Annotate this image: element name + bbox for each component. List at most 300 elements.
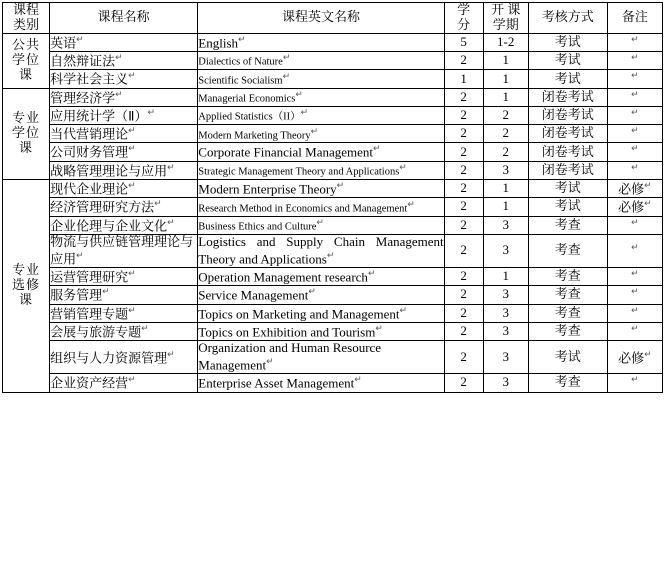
table-row — [3, 198, 663, 216]
course-credit — [444, 198, 483, 216]
course-credit — [444, 70, 483, 88]
table-row — [3, 88, 663, 106]
course-credit — [444, 125, 483, 143]
paragraph-mark: ↵ — [631, 268, 639, 278]
table-row — [3, 161, 663, 179]
course-credit-text: 2 — [460, 180, 467, 196]
course-chinese-name — [50, 88, 198, 106]
header-credit-line1: 学 — [457, 2, 471, 17]
course-exam-type — [528, 286, 607, 304]
course-exam-type-text: 闭卷考试 — [541, 125, 594, 141]
course-exam-type — [528, 143, 607, 161]
course-english-name — [198, 88, 444, 106]
course-english-name-text: Modern Marketing Theory — [198, 130, 311, 142]
paragraph-mark: ↵ — [300, 107, 309, 118]
course-credit — [444, 33, 483, 51]
course-exam-type-text: 考查 — [554, 242, 581, 258]
paragraph-mark: ↵ — [631, 242, 639, 253]
course-remark — [607, 341, 662, 374]
course-remark — [607, 286, 662, 304]
course-term-text: 3 — [502, 242, 509, 258]
course-exam-type-text: 考试 — [554, 198, 581, 214]
course-exam-type-text: 考试 — [554, 52, 581, 68]
course-english-name — [198, 106, 444, 124]
course-english-name-text: Business Ethics and Culture — [198, 221, 317, 233]
course-english-name-text: Logistics and Supply Chain Management Theory and Applications — [198, 233, 444, 267]
course-english-name — [198, 52, 444, 70]
table-row — [3, 52, 663, 70]
course-chinese-name — [50, 33, 198, 51]
category-char: 选修 — [12, 277, 41, 293]
paragraph-mark: ↵ — [167, 161, 175, 172]
course-english-name-text: Managerial Economics — [198, 93, 296, 105]
course-chinese-name-text: 科学社会主义 — [50, 71, 129, 87]
course-credit-text: 2 — [460, 268, 467, 284]
header-chinese-name: 课程名称 — [50, 3, 198, 34]
course-chinese-name — [50, 70, 198, 88]
course-term-text: 2 — [502, 143, 509, 159]
course-exam-type — [528, 374, 607, 392]
course-term-text: 2 — [502, 107, 509, 123]
paragraph-mark: ↵ — [128, 180, 136, 190]
paragraph-mark: ↵ — [128, 70, 136, 81]
course-chinese-name-text: 应用统计学（Ⅱ） — [50, 108, 148, 124]
course-term — [483, 268, 528, 286]
category-char: 学位 — [12, 52, 41, 68]
course-remark — [607, 216, 662, 234]
category-cell — [3, 180, 50, 393]
course-english-name — [198, 322, 444, 340]
table-row — [3, 143, 663, 161]
course-english-name-text: Topics on Exhibition and Tourism — [198, 324, 376, 340]
course-english-name — [198, 70, 444, 88]
course-chinese-name — [50, 286, 198, 304]
course-term-text: 3 — [502, 348, 509, 364]
course-term — [483, 106, 528, 124]
course-term — [483, 286, 528, 304]
course-remark — [607, 33, 662, 51]
course-term — [483, 33, 528, 51]
course-exam-type — [528, 161, 607, 179]
course-credit-text: 2 — [460, 125, 467, 141]
course-english-name — [198, 33, 444, 51]
course-term — [483, 341, 528, 374]
course-english-name-text: Dialectics of Nature — [198, 56, 283, 68]
paragraph-mark: ↵ — [238, 33, 246, 44]
paragraph-mark: ↵ — [644, 180, 652, 190]
course-credit — [444, 143, 483, 161]
course-chinese-name-text: 企业伦理与企业文化 — [50, 217, 168, 233]
course-remark-text: 必修 — [618, 181, 645, 197]
course-term-text: 3 — [502, 304, 509, 320]
paragraph-mark: ↵ — [141, 322, 149, 333]
course-remark — [607, 304, 662, 322]
course-exam-type-text: 闭卷考试 — [541, 88, 594, 104]
paragraph-mark: ↵ — [399, 162, 407, 173]
category-char: 专业 — [12, 110, 41, 126]
course-term-text: 3 — [502, 374, 509, 390]
course-exam-type — [528, 322, 607, 340]
course-term-text: 3 — [502, 216, 509, 232]
course-english-name-text: Operation Management research — [198, 269, 368, 285]
course-english-name-text: Enterprise Asset Management — [198, 375, 355, 391]
course-credit-text: 2 — [460, 143, 467, 159]
table-row — [3, 268, 663, 286]
course-remark — [607, 52, 662, 70]
course-credit-text: 2 — [460, 88, 467, 104]
paragraph-mark: ↵ — [644, 198, 652, 209]
paragraph-mark: ↵ — [336, 180, 345, 190]
course-english-name-text: Applied Statistics（II） — [198, 111, 301, 123]
course-english-name-text: Corporate Financial Management — [198, 144, 374, 160]
course-term — [483, 143, 528, 161]
course-credit-text: 2 — [460, 107, 467, 123]
course-term-text: 3 — [502, 286, 509, 302]
course-english-name — [198, 198, 444, 216]
course-term — [483, 198, 528, 216]
category-char: 学位 — [12, 125, 41, 141]
paragraph-mark: ↵ — [354, 374, 362, 385]
course-english-name — [198, 268, 444, 286]
course-credit-text: 2 — [460, 216, 467, 232]
paragraph-mark: ↵ — [128, 374, 136, 385]
course-term-text: 1-2 — [497, 34, 515, 50]
header-category — [3, 3, 50, 34]
course-remark — [607, 106, 662, 124]
course-chinese-name-text: 服务管理 — [50, 287, 103, 303]
course-chinese-name-text: 当代营销理论 — [50, 126, 129, 142]
paragraph-mark: ↵ — [631, 374, 639, 385]
course-credit — [444, 268, 483, 286]
course-exam-type-text: 考查 — [554, 268, 581, 284]
header-term-line2: 学期 — [492, 16, 519, 32]
header-english-name: 课程英文名称 — [198, 3, 444, 34]
course-term-text: 1 — [502, 88, 509, 104]
course-term-text: 2 — [502, 125, 509, 141]
course-credit — [444, 304, 483, 322]
paragraph-mark: ↵ — [128, 125, 136, 136]
course-exam-type-text: 考查 — [554, 322, 581, 338]
header-category-line2: 类别 — [13, 16, 40, 32]
table-row — [3, 125, 663, 143]
paragraph-mark: ↵ — [282, 70, 291, 81]
paragraph-mark: ↵ — [295, 89, 303, 100]
course-chinese-name — [50, 198, 198, 216]
course-credit-text: 2 — [460, 374, 467, 390]
paragraph-mark: ↵ — [167, 348, 175, 359]
category-cell — [3, 88, 50, 179]
course-chinese-name — [50, 216, 198, 234]
paragraph-mark: ↵ — [631, 88, 639, 99]
course-credit-text: 5 — [460, 34, 467, 50]
course-exam-type — [528, 70, 607, 88]
paragraph-mark: ↵ — [631, 143, 639, 154]
course-chinese-name — [50, 180, 198, 198]
course-chinese-name-text: 战略管理理论与应用 — [50, 163, 168, 179]
course-term-text: 3 — [502, 161, 509, 177]
paragraph-mark: ↵ — [308, 286, 316, 297]
paragraph-mark: ↵ — [115, 88, 123, 99]
paragraph-mark: ↵ — [631, 286, 639, 297]
course-chinese-name — [50, 125, 198, 143]
paragraph-mark: ↵ — [282, 52, 291, 63]
course-english-name — [198, 286, 444, 304]
paragraph-mark: ↵ — [631, 322, 639, 333]
course-credit — [444, 216, 483, 234]
course-chinese-name — [50, 304, 198, 322]
category-cell — [3, 33, 50, 88]
course-credit — [444, 286, 483, 304]
course-chinese-name — [50, 341, 198, 374]
course-term-text: 1 — [502, 198, 509, 214]
course-term — [483, 304, 528, 322]
table-row — [3, 341, 663, 374]
course-table — [2, 2, 663, 393]
table-body — [3, 3, 663, 393]
course-remark — [607, 180, 662, 198]
header-remark: 备注 — [607, 3, 662, 34]
course-term — [483, 374, 528, 392]
course-chinese-name-text: 英语 — [50, 35, 77, 51]
paragraph-mark: ↵ — [631, 33, 639, 44]
course-english-name — [198, 374, 444, 392]
course-credit — [444, 88, 483, 106]
category-char: 课 — [19, 67, 34, 83]
course-exam-type-text: 考试 — [554, 348, 581, 364]
course-english-name-text: Research Method in Economics and Management — [198, 203, 408, 215]
paragraph-mark: ↵ — [399, 304, 408, 315]
course-exam-type — [528, 106, 607, 124]
course-english-name-text: Topics on Marketing and Management — [198, 305, 400, 321]
course-remark — [607, 268, 662, 286]
table-row — [3, 374, 663, 392]
course-credit-text: 2 — [460, 198, 467, 214]
course-exam-type-text: 闭卷考试 — [541, 107, 594, 123]
paragraph-mark: ↵ — [631, 161, 639, 172]
table-header-row — [3, 3, 663, 34]
course-remark-text: 必修 — [618, 349, 645, 365]
course-english-name — [198, 180, 444, 198]
course-credit-text: 2 — [460, 304, 467, 320]
paragraph-mark: ↵ — [631, 216, 639, 227]
course-remark — [607, 88, 662, 106]
course-english-name-text: Service Management — [198, 287, 309, 303]
course-chinese-name-text: 企业资产经营 — [50, 375, 129, 391]
course-remark — [607, 125, 662, 143]
course-term — [483, 52, 528, 70]
course-chinese-name-text: 公司财务管理 — [50, 144, 129, 160]
course-remark — [607, 143, 662, 161]
paragraph-mark: ↵ — [367, 268, 376, 278]
course-exam-type-text: 考查 — [554, 304, 581, 320]
course-exam-type-text: 考查 — [554, 216, 581, 232]
course-term-text: 3 — [502, 322, 509, 338]
course-remark — [607, 70, 662, 88]
table-row — [3, 106, 663, 124]
table-row — [3, 234, 663, 267]
course-credit — [444, 234, 483, 267]
course-remark — [607, 322, 662, 340]
paragraph-mark: ↵ — [375, 322, 383, 333]
course-chinese-name — [50, 143, 198, 161]
course-credit — [444, 161, 483, 179]
course-credit — [444, 180, 483, 198]
course-term — [483, 88, 528, 106]
course-exam-type-text: 考试 — [554, 34, 581, 50]
course-english-name-text: Modern Enterprise Theory — [198, 181, 337, 197]
course-term — [483, 70, 528, 88]
course-english-name — [198, 216, 444, 234]
paragraph-mark: ↵ — [147, 106, 156, 117]
course-exam-type — [528, 234, 607, 267]
course-exam-type — [528, 341, 607, 374]
header-credit-line2: 分 — [457, 16, 471, 32]
course-exam-type — [528, 125, 607, 143]
header-term-line1: 开 课 — [491, 2, 521, 17]
course-exam-type — [528, 33, 607, 51]
paragraph-mark: ↵ — [128, 268, 136, 278]
course-exam-type — [528, 52, 607, 70]
course-remark — [607, 198, 662, 216]
course-chinese-name-text: 营销管理专题 — [50, 305, 129, 321]
course-credit — [444, 52, 483, 70]
category-char: 专业 — [12, 262, 41, 278]
paragraph-mark: ↵ — [631, 70, 639, 81]
course-exam-type — [528, 304, 607, 322]
course-chinese-name — [50, 234, 198, 267]
category-char: 课 — [19, 292, 34, 308]
course-exam-type — [528, 216, 607, 234]
course-exam-type-text: 考查 — [554, 286, 581, 302]
course-chinese-name-text: 会展与旅游专题 — [50, 324, 142, 340]
table-row — [3, 286, 663, 304]
paragraph-mark: ↵ — [631, 106, 639, 117]
paragraph-mark: ↵ — [310, 125, 319, 136]
course-credit — [444, 322, 483, 340]
course-remark — [607, 234, 662, 267]
paragraph-mark: ↵ — [115, 52, 123, 63]
course-english-name — [198, 341, 444, 374]
course-chinese-name — [50, 322, 198, 340]
table-row — [3, 322, 663, 340]
table-row — [3, 216, 663, 234]
course-credit-text: 2 — [460, 161, 467, 177]
course-credit — [444, 106, 483, 124]
course-exam-type-text: 考查 — [554, 374, 581, 390]
paragraph-mark: ↵ — [128, 143, 136, 154]
paragraph-mark: ↵ — [154, 198, 162, 209]
course-credit-text: 2 — [460, 242, 467, 258]
course-chinese-name — [50, 52, 198, 70]
course-remark — [607, 374, 662, 392]
course-credit-text: 1 — [460, 70, 467, 86]
paragraph-mark: ↵ — [76, 33, 84, 44]
category-char: 课 — [19, 140, 34, 156]
header-category-line1: 课程 — [13, 2, 40, 17]
paragraph-mark: ↵ — [373, 143, 381, 154]
course-credit-text: 2 — [460, 52, 467, 68]
course-chinese-name — [50, 374, 198, 392]
paragraph-mark: ↵ — [167, 216, 175, 227]
course-term — [483, 216, 528, 234]
course-english-name — [198, 125, 444, 143]
course-chinese-name-text: 现代企业理论 — [50, 181, 129, 197]
course-english-name-text: Scientific Socialism — [198, 75, 283, 87]
course-chinese-name-text: 物流与供应链管理理论与应用 — [50, 233, 194, 267]
course-english-name — [198, 304, 444, 322]
course-english-name-text: English — [198, 35, 239, 51]
category-char: 公共 — [12, 37, 41, 53]
course-chinese-name — [50, 106, 198, 124]
course-term-text: 1 — [502, 180, 509, 196]
course-exam-type-text: 考试 — [554, 180, 581, 196]
course-chinese-name — [50, 268, 198, 286]
paragraph-mark: ↵ — [407, 198, 415, 209]
course-remark — [607, 161, 662, 179]
paragraph-mark: ↵ — [316, 216, 324, 227]
course-credit — [444, 374, 483, 392]
course-chinese-name-text: 运营管理研究 — [50, 269, 129, 285]
course-chinese-name-text: 组织与人力资源管理 — [50, 349, 168, 365]
course-term-text: 1 — [502, 268, 509, 284]
course-chinese-name-text: 管理经济学 — [50, 90, 116, 105]
header-term — [483, 3, 528, 34]
paragraph-mark: ↵ — [102, 286, 110, 297]
course-credit — [444, 341, 483, 374]
course-english-name-text: Strategic Management Theory and Applications — [198, 166, 400, 178]
course-term — [483, 161, 528, 179]
header-credit — [444, 3, 483, 34]
course-exam-type-text: 闭卷考试 — [541, 161, 594, 177]
header-exam: 考核方式 — [528, 3, 607, 34]
course-chinese-name-text: 经济管理研究方法 — [50, 199, 155, 215]
course-chinese-name — [50, 161, 198, 179]
paragraph-mark: ↵ — [128, 304, 136, 315]
course-english-name — [198, 234, 444, 267]
course-exam-type — [528, 198, 607, 216]
paragraph-mark: ↵ — [631, 125, 639, 136]
paragraph-mark: ↵ — [326, 249, 335, 260]
course-english-name — [198, 161, 444, 179]
course-exam-type — [528, 88, 607, 106]
course-credit-text: 2 — [460, 322, 467, 338]
course-term — [483, 234, 528, 267]
paragraph-mark: ↵ — [266, 356, 274, 366]
course-english-name — [198, 143, 444, 161]
table-row — [3, 180, 663, 198]
course-term — [483, 125, 528, 143]
course-term-text: 1 — [502, 70, 509, 86]
course-credit-text: 2 — [460, 286, 467, 302]
course-term — [483, 322, 528, 340]
paragraph-mark: ↵ — [631, 304, 639, 315]
course-exam-type-text: 考试 — [554, 70, 581, 86]
course-chinese-name-text: 自然辩证法 — [50, 53, 116, 69]
course-exam-type-text: 闭卷考试 — [541, 143, 594, 159]
paragraph-mark: ↵ — [644, 348, 652, 359]
course-credit-text: 2 — [460, 348, 467, 364]
course-exam-type — [528, 268, 607, 286]
course-remark-text: 必修 — [618, 199, 645, 215]
table-row — [3, 33, 663, 51]
course-term — [483, 180, 528, 198]
course-exam-type — [528, 180, 607, 198]
paragraph-mark: ↵ — [76, 249, 84, 260]
course-english-name-text: Organization and Human Resource Management — [198, 340, 382, 373]
course-term-text: 1 — [502, 52, 509, 68]
table-row — [3, 304, 663, 322]
paragraph-mark: ↵ — [631, 52, 639, 63]
